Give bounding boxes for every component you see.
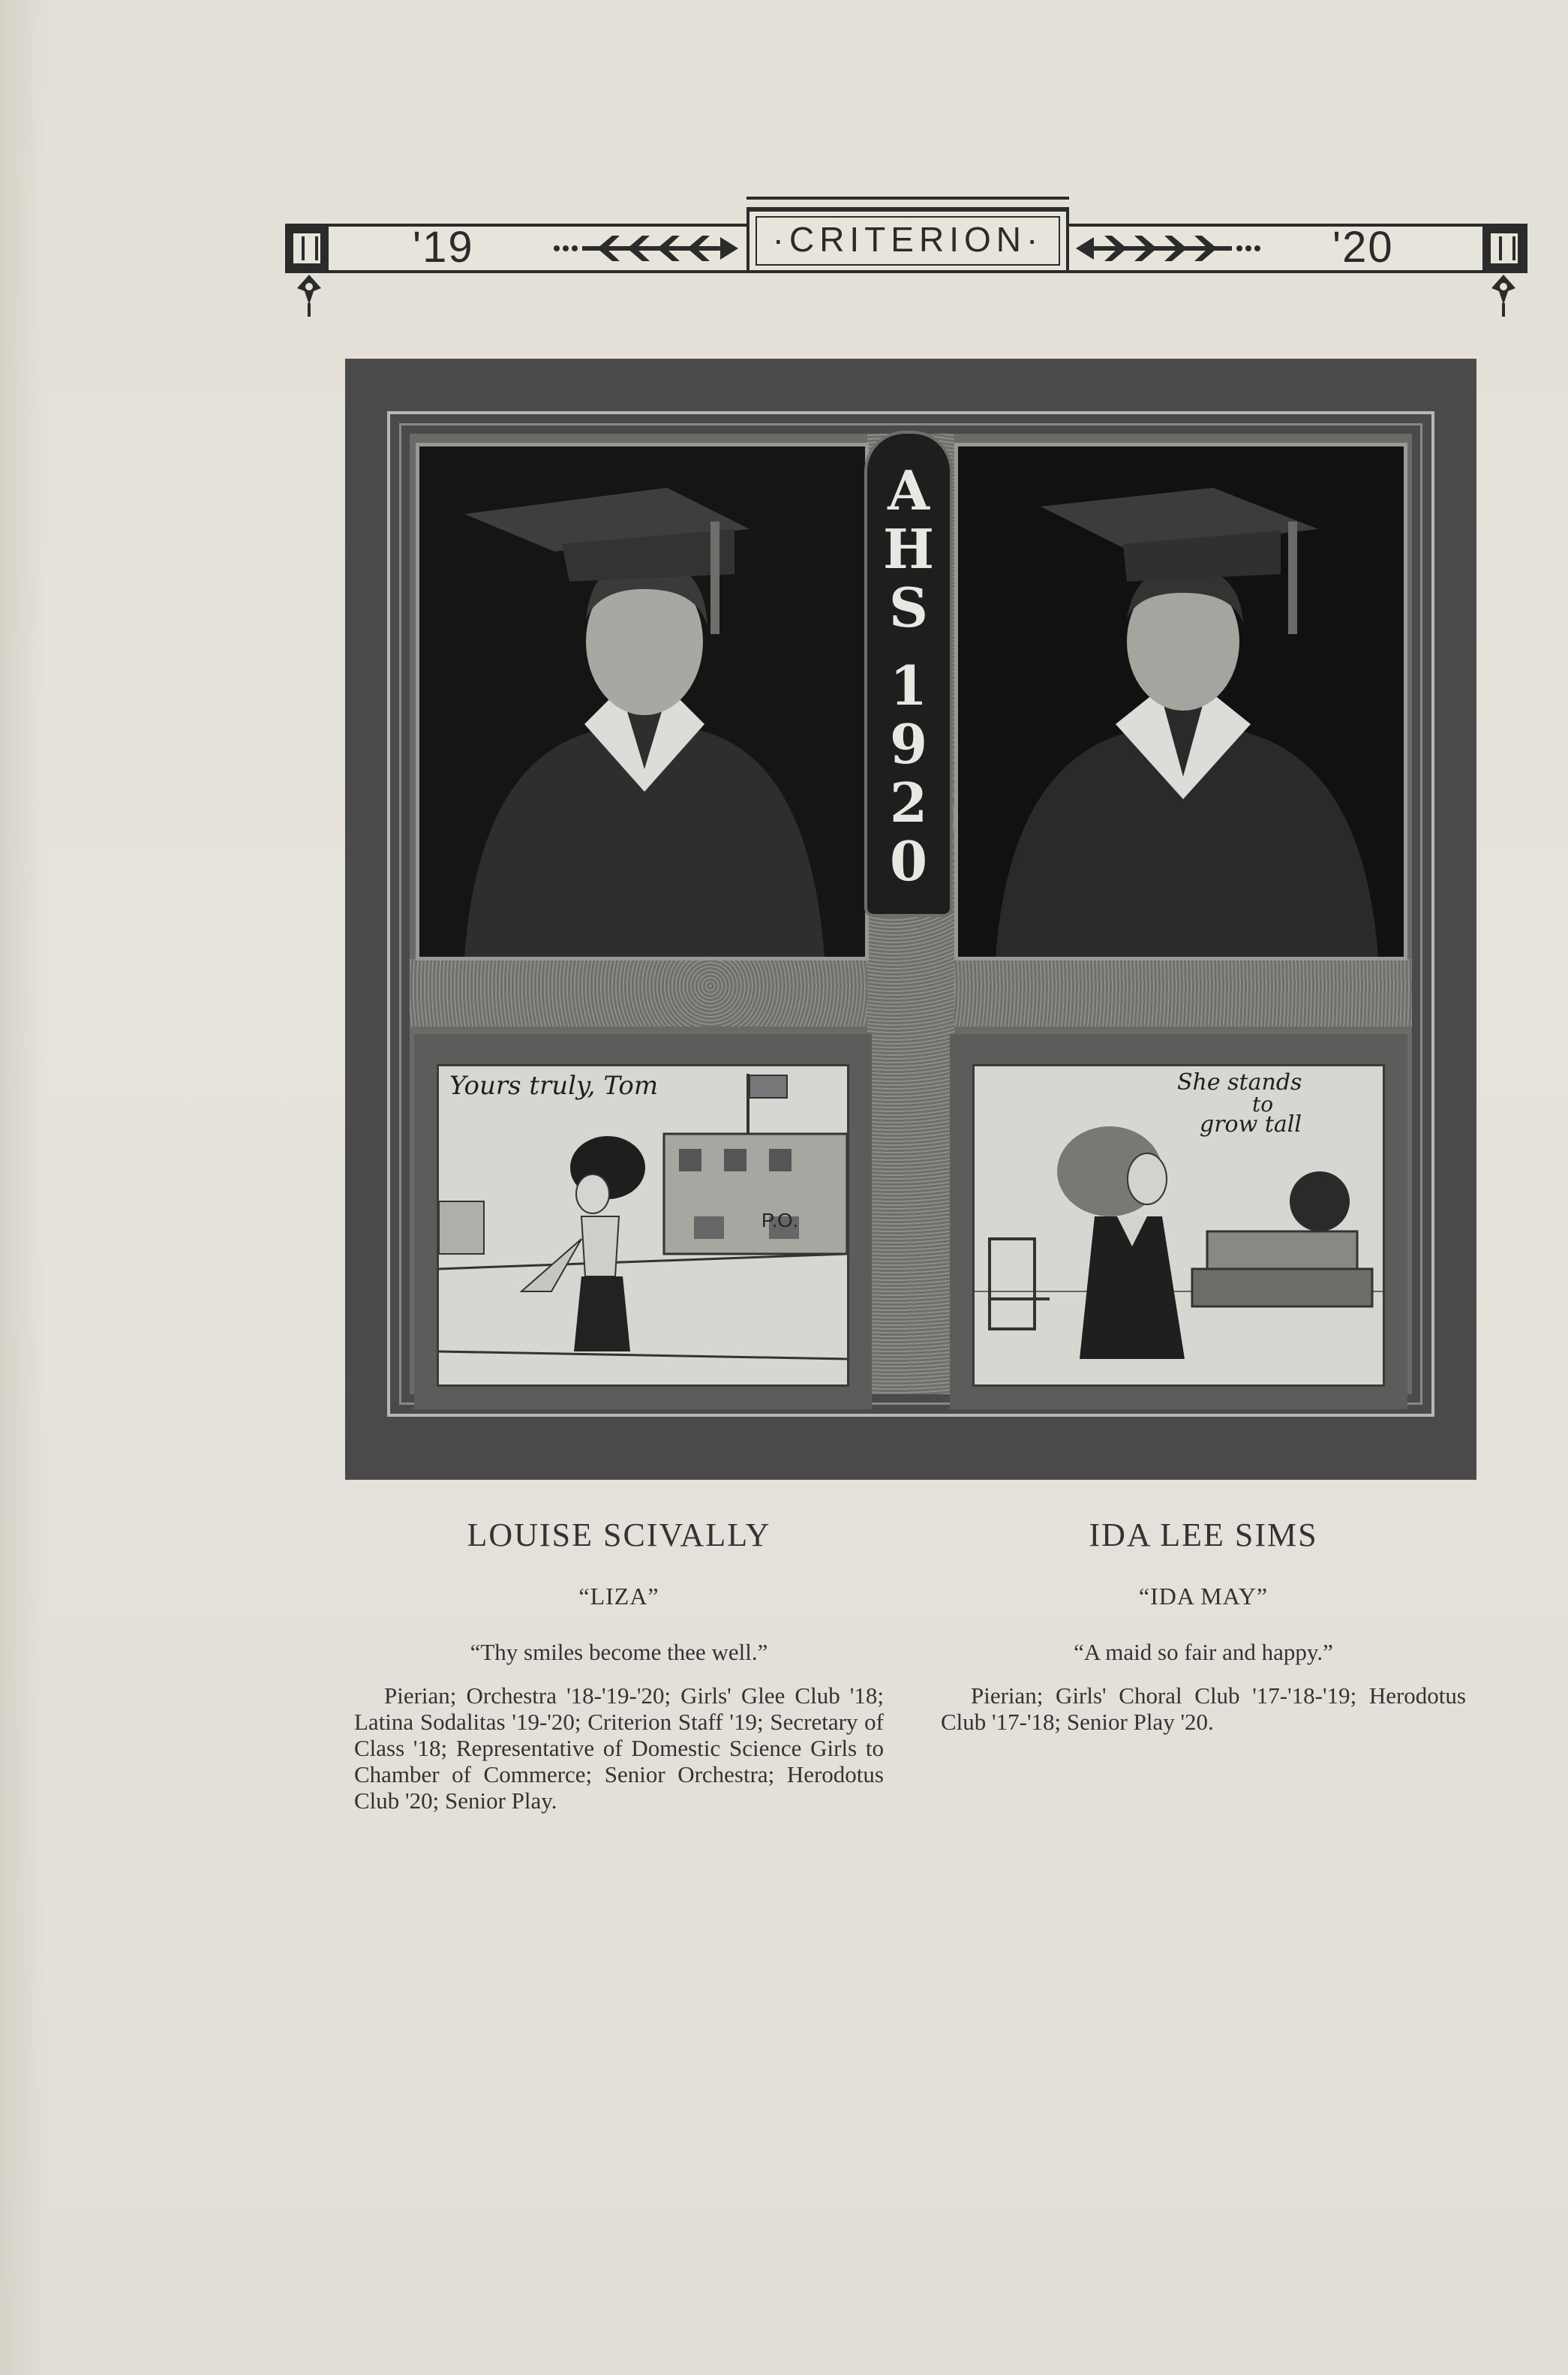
student-name: LOUISE SCIVALLY [467, 1517, 771, 1553]
cartoon-right-caption-line1: She stands [1177, 1069, 1302, 1096]
header-year-right: '20 [1332, 223, 1394, 272]
header-title: ·CRITERION· [772, 220, 1044, 259]
portrait-ida-lee-sims [954, 443, 1407, 961]
student-quote: “A maid so fair and happy.” [1074, 1639, 1333, 1665]
ahs-1920-banner [867, 434, 950, 914]
banner-char: 9 [889, 712, 928, 776]
student-nickname: “IDA MAY” [1138, 1583, 1269, 1610]
cartoon-left-sign: P.O. [761, 1209, 798, 1231]
student-quote: “Thy smiles become thee well.” [470, 1639, 768, 1665]
page-edge-shadow [0, 0, 45, 2375]
cartoon-right-caption-line3: grow tall [1200, 1111, 1302, 1138]
banner-char: A [888, 458, 930, 522]
right-pendant-icon [1488, 275, 1518, 318]
photo-panel [345, 359, 1476, 1480]
student-entry-ida [941, 1516, 1466, 1735]
student-record: Pierian; Girls' Choral Club '17-'18-'19; Herodotus Club '17-'18; Senior Play '20. [941, 1682, 1466, 1735]
student-name: IDA LEE SIMS [1089, 1517, 1318, 1553]
header-right-emblem-icon [1482, 225, 1526, 272]
banner-char: S [889, 576, 928, 639]
banner-char: 2 [889, 771, 928, 834]
left-pendant-icon [294, 275, 324, 318]
right-arrow-ornament-icon [1074, 230, 1262, 267]
portrait-louise-scivally [416, 443, 869, 961]
banner-char: 0 [889, 829, 928, 893]
cartoon-left [414, 1034, 872, 1409]
header-left-emblem-icon [285, 225, 329, 272]
cartoon-right-caption-line2: to [1252, 1092, 1274, 1117]
cartoon-left-caption: Yours truly, Tom [449, 1071, 659, 1101]
student-entry-louise [354, 1516, 884, 1814]
student-record: Pierian; Orchestra '18-'19-'20; Girls' Glee Club '18; Latina Sodalitas '19-'20; Criterion Staff '19; Secretary of Class '18; Representative of Domestic Science Girls to Chamber of Commerce; Senior Orchestra; Herodotus Club '20; Senior Play. [354, 1682, 884, 1814]
banner-char: 1 [889, 654, 928, 717]
header-title-box [746, 209, 1069, 273]
header-year-left: '19 [413, 223, 474, 272]
cartoon-right [950, 1034, 1407, 1409]
banner-char: H [882, 517, 935, 581]
student-nickname: “LIZA” [578, 1583, 659, 1610]
left-arrow-ornament-icon [552, 230, 740, 267]
